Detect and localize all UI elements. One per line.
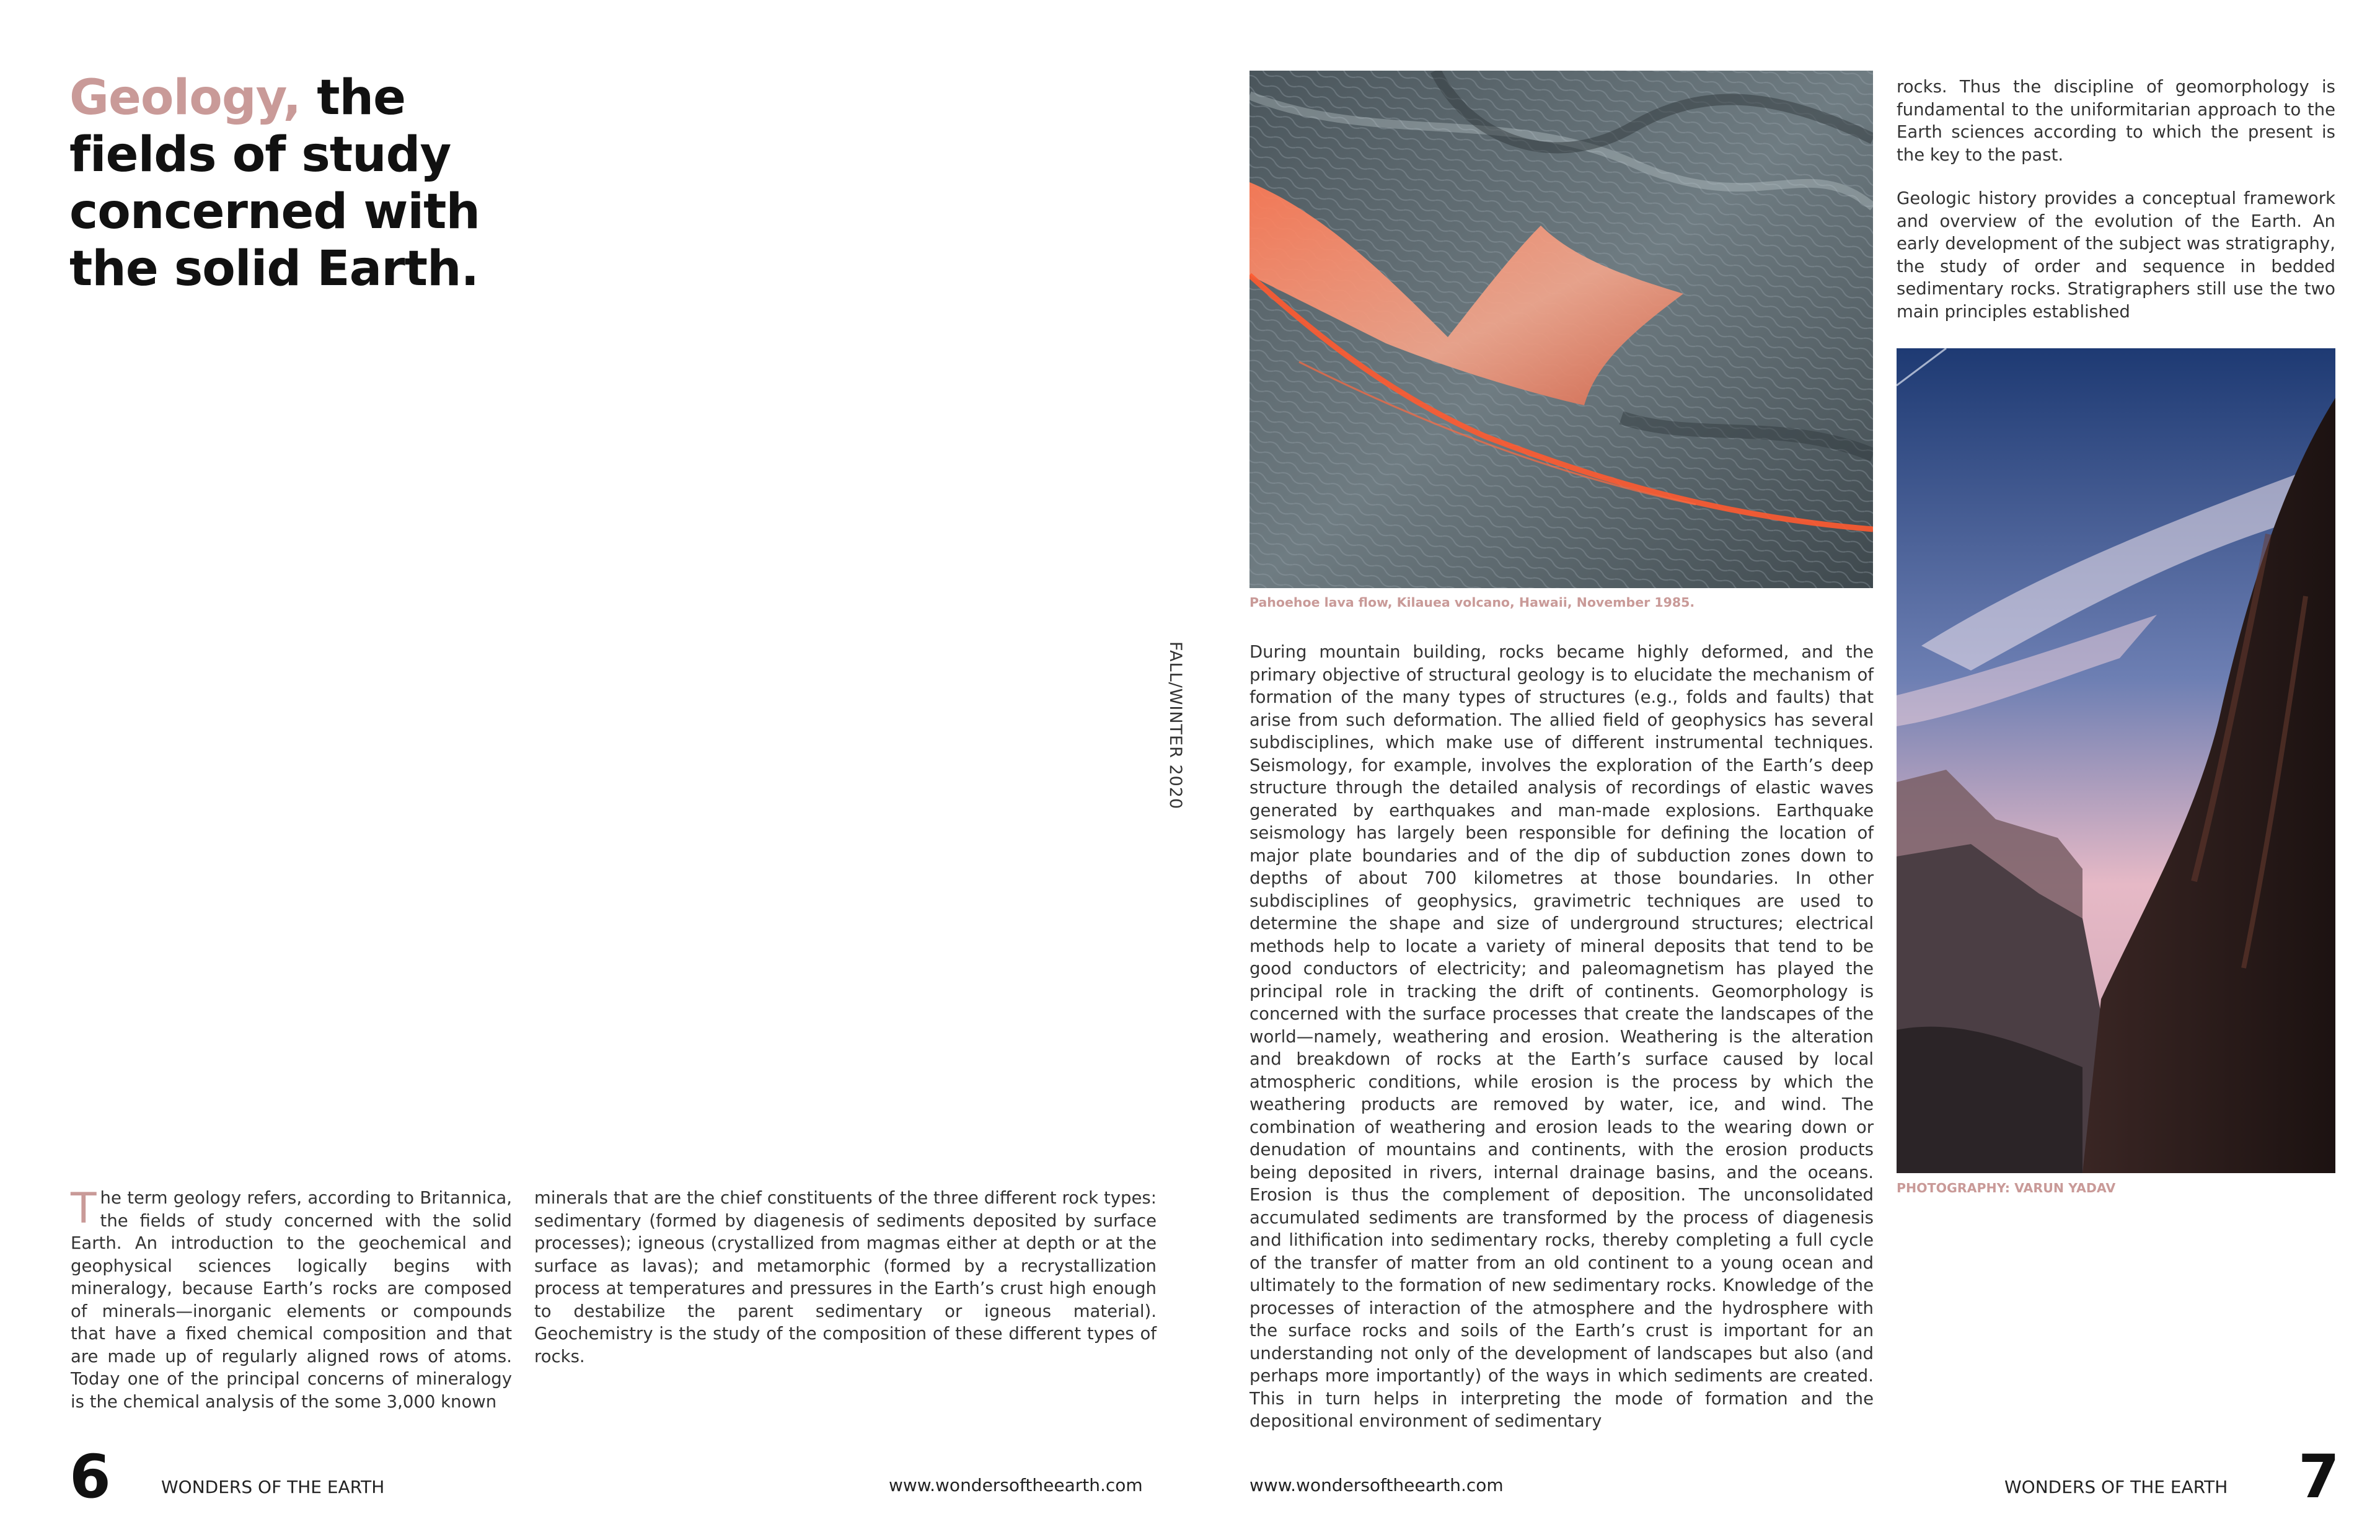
lava-flow-photo [1250, 71, 1873, 588]
page-headline [69, 69, 516, 297]
canyon-photo [1897, 348, 2335, 1173]
left-magazine-name: WONDERS OF THE EARTH [161, 1477, 385, 1497]
intro-column-2: minerals that are the chief constituents of the three different rock types: sedimentary (formed by diagenesis of sediments deposited by surface processes); igneous (crystallized from magmas either at depth or at the surface as lavas); and metamorphic (formed by a recrystallization process at temperatures and pressures in the Earth’s crust high enough to destabilize the parent sedimentary or igneous material). Geochemistry is the study of the composition of these different types of rocks. [534, 1188, 1157, 1366]
left-website-link[interactable]: www.wondersoftheearth.com [889, 1475, 1143, 1495]
lava-flow-illustration [1250, 71, 1873, 588]
lava-photo-caption: Pahoehoe lava flow, Kilauea volcano, Hawaii, November 1985. [1250, 595, 1695, 610]
main-article-column: During mountain building, rocks became highly deformed, and the primary objective of structural geology is to elucidate the mechanism of formation of the many types of structures (e.g., folds and faults) that arise from such deformation. The allied field of geophysics has several subdisciplines, which make use of different instrumental techniques. Seismology, for example, involves the exploration of the Earth’s deep structure through the detailed analysis of recordings of elastic waves generated by earthquakes and man-made explosions. Earthquake seismology has largely been responsible for defining the location of major plate boundaries and of the dip of subduction zones down to depths of about 700 kilometres at those boundaries. In other subdisciplines of geophysics, gravimetric techniques are used to determine the shape and size of underground structures; electrical methods help to locate a variety of mineral deposits that tend to be good conductors of electricity; and paleomagnetism has played the principal role in tracking the drift of continents. Geomorphology is concerned with the surface processes that create the landscapes of the world—namely, weathering and erosion. Weathering is the alteration and breakdown of rocks at the Earth’s surface caused by local atmospheric conditions, while erosion is the process by which the weathering products are removed by water, ice, and wind. The combination of weathering and erosion leads to the wearing down or denudation of mountains and continents, with the erosion products being deposited in rivers, internal drainage basins, and the oceans. Erosion is thus the complement of deposition. The unconsolidated accumulated sediments are transformed by the process of diagenesis and lithification into sedimentary rocks, thereby completing a full cycle of the transfer of matter from an old continent to a young ocean and ultimately to the formation of new sedimentary rocks. Knowledge of the processes of interaction of the atmosphere and the hydrosphere with the surface rocks and soils of the Earth’s crust is important for an understanding not only of the development of landscapes but also (and perhaps more importantly) of the ways in which sediments are created. This in turn helps in interpreting the mode of formation and the depositional environment of sedimentary [1250, 642, 1874, 1431]
headline-rest: the fields of study concerned with the solid Earth. [69, 70, 480, 297]
right-magazine-name: WONDERS OF THE EARTH [2004, 1477, 2228, 1497]
right-column-paragraph-1: rocks. Thus the discipline of geomorphology is fundamental to the uniformitarian approach to the Earth sciences according to which the present is the key to the past. [1897, 77, 2335, 165]
canyon-illustration [1897, 348, 2335, 1173]
left-page-number: 6 [69, 1442, 111, 1511]
right-website-link[interactable]: www.wondersoftheearth.com [1250, 1475, 1504, 1495]
issue-spine-label: FALL/WINTER 2020 [1166, 641, 1185, 810]
headline-accent: Geology, [69, 70, 301, 126]
canyon-photo-credit: PHOTOGRAPHY: VARUN YADAV [1897, 1181, 2116, 1195]
right-column-paragraph-2: Geologic history provides a conceptual framework and overview of the evolution of the Earth. An early development of the subject was stratigraphy, the study of order and sequence in bedded sedimentary rocks. Stratigraphers still use the two main principles established [1897, 188, 2335, 322]
right-page-number: 7 [2298, 1442, 2340, 1511]
intro-column-1: The term geology refers, according to Britannica, the fields of study concerned with the solid Earth. An introduction to the geochemical and geophysical sciences logically begins with mineralogy, because Earth’s rocks are composed of minerals—inorganic elements or compounds that have a fixed chemical composition and that are made up of regularly aligned rows of atoms. Today one of the principal concerns of mineralogy is the chemical analysis of the some 3,000 known [71, 1184, 512, 1412]
